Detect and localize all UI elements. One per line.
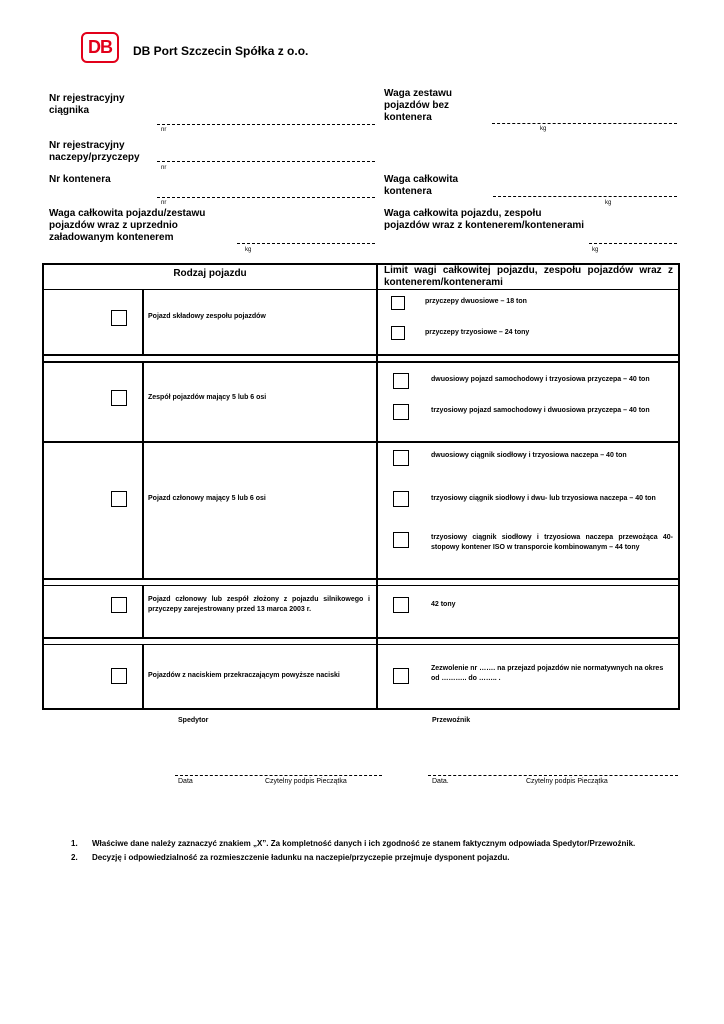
trailer-reg-unit: nr [161,165,167,171]
note-2-text: Decyzję i odpowiedzialność za rozmieszczenie ładunku na naczepie/przyczepie przejmuje dysponent pojazdu. [92,853,510,862]
carrier-label: Przewoźnik [432,717,471,724]
note-1-number: 1. [71,839,78,848]
container-no-unit: nr [161,200,167,206]
truck-reg-label: Nr rejestracyjny ciągnika [49,93,125,116]
truck-reg-line[interactable] [157,124,375,125]
row3-limit2-label: trzyosiowy ciągnik siodłowy i dwu- lub trzyosiowa naczepa – 40 ton [431,495,656,502]
carrier-sign-label: Czytelny podpis Pieczątka [526,778,608,785]
weight-without-container-line[interactable] [492,123,677,124]
row2-limit1-checkbox[interactable] [393,373,409,389]
row5-limit1-label: Zezwolenie nr ……. na przejazd pojazdów nie normatywnych na okres od ……….. do …….. . [431,665,664,682]
total-weight-with-containers-label: Waga całkowita pojazdu, zespołu pojazdów wraz z kontenerem/kontenerami [384,208,585,231]
total-weight-with-containers-unit: kg [592,247,599,253]
row2-limit2-label: trzyosiowy pojazd samochodowy i dwuosiowa przyczepa – 40 ton [431,407,650,414]
row1-limit2-label: przyczepy trzyosiowe – 24 tony [425,329,530,336]
row3-type-label: Pojazd członowy mający 5 lub 6 osi [148,495,266,502]
shipper-sign-label: Czytelny podpis Pieczątka [265,778,347,785]
row1-type-label: Pojazd składowy zespołu pojazdów [148,313,266,320]
note-2 [71,853,691,862]
row3-limit1-checkbox[interactable] [393,450,409,466]
trailer-reg-label: Nr rejestracyjny naczepy/przyczepy [49,140,140,163]
shipper-signature-line[interactable] [175,775,382,776]
weight-without-container-label: Waga zestawu pojazdów bez kontenera [384,88,452,123]
shipper-label: Spedytor [178,717,209,724]
row5-type-label: Pojazdów z naciskiem przekraczającym powyższe naciski [148,672,340,679]
note-1-text: Właściwe dane należy zaznaczyć znakiem „X”. Za kompletność danych i ich zgodność ze stanem faktycznym odpowiada Spedytor/Przewoźnik. [92,839,636,848]
row4-limit1-checkbox[interactable] [393,597,409,613]
container-total-weight-label: Waga całkowita kontenera [384,174,459,197]
note-2-number: 2. [71,853,78,862]
total-weight-with-containers-line[interactable] [589,243,677,244]
row3-limit3-checkbox[interactable] [393,532,409,548]
row4-type-checkbox[interactable] [111,597,127,613]
company-name: DB Port Szczecin Spółka z o.o. [133,44,309,58]
db-logo-text: DB [88,37,112,57]
row2-type-checkbox[interactable] [111,390,127,406]
note-1 [71,839,691,848]
row4-limit1-label: 42 tony [431,601,456,608]
trailer-reg-line[interactable] [157,161,375,162]
row1-limit1-label: przyczepy dwuosiowe – 18 ton [425,298,527,305]
col-weight-limit-header: Limit wagi całkowitej pojazdu, zespołu pojazdów wraz z kontenerem/kontenerami [384,265,673,288]
carrier-signature-line[interactable] [428,775,678,776]
total-weight-loaded-unit: kg [245,247,252,253]
container-no-label: Nr kontenera [49,174,111,185]
weight-without-container-unit: kg [540,126,547,132]
shipper-date-label: Data [178,778,193,785]
container-no-line[interactable] [157,197,375,198]
row2-limit1-label: dwuosiowy pojazd samochodowy i trzyosiowa przyczepa – 40 ton [431,376,650,383]
row3-type-checkbox[interactable] [111,491,127,507]
row3-limit3-label: trzyosiowy ciągnik siodłowy i trzyosiowa naczepa przewożąca 40-stopowy kontener ISO w transporcie kombinowanym – 44 tony [431,534,673,551]
row3-limit2-checkbox[interactable] [393,491,409,507]
truck-reg-unit: nr [161,127,167,133]
row4-type-label: Pojazd członowy lub zespół złożony z pojazdu silnikowego i przyczepy zarejestrowany przed 13 marca 2003 r. [148,596,370,613]
db-logo [81,32,119,63]
row2-type-label: Zespół pojazdów mający 5 lub 6 osi [148,394,267,401]
row1-limit2-checkbox[interactable] [391,326,405,340]
row3-limit1-label: dwuosiowy ciągnik siodłowy i trzyosiowa naczepa – 40 ton [431,452,627,459]
row5-limit1-checkbox[interactable] [393,668,409,684]
col-vehicle-type-header: Rodzaj pojazdu [173,268,247,279]
row1-type-checkbox[interactable] [111,310,127,326]
carrier-date-label: Data. [432,778,449,785]
total-weight-loaded-line[interactable] [237,243,375,244]
row2-limit2-checkbox[interactable] [393,404,409,420]
container-total-weight-line[interactable] [493,196,677,197]
row5-type-checkbox[interactable] [111,668,127,684]
row1-limit1-checkbox[interactable] [391,296,405,310]
container-total-weight-unit: kg [605,200,612,206]
total-weight-loaded-label: Waga całkowita pojazdu/zestawu pojazdów wraz z uprzednio załadowanym kontenerem [49,208,206,243]
